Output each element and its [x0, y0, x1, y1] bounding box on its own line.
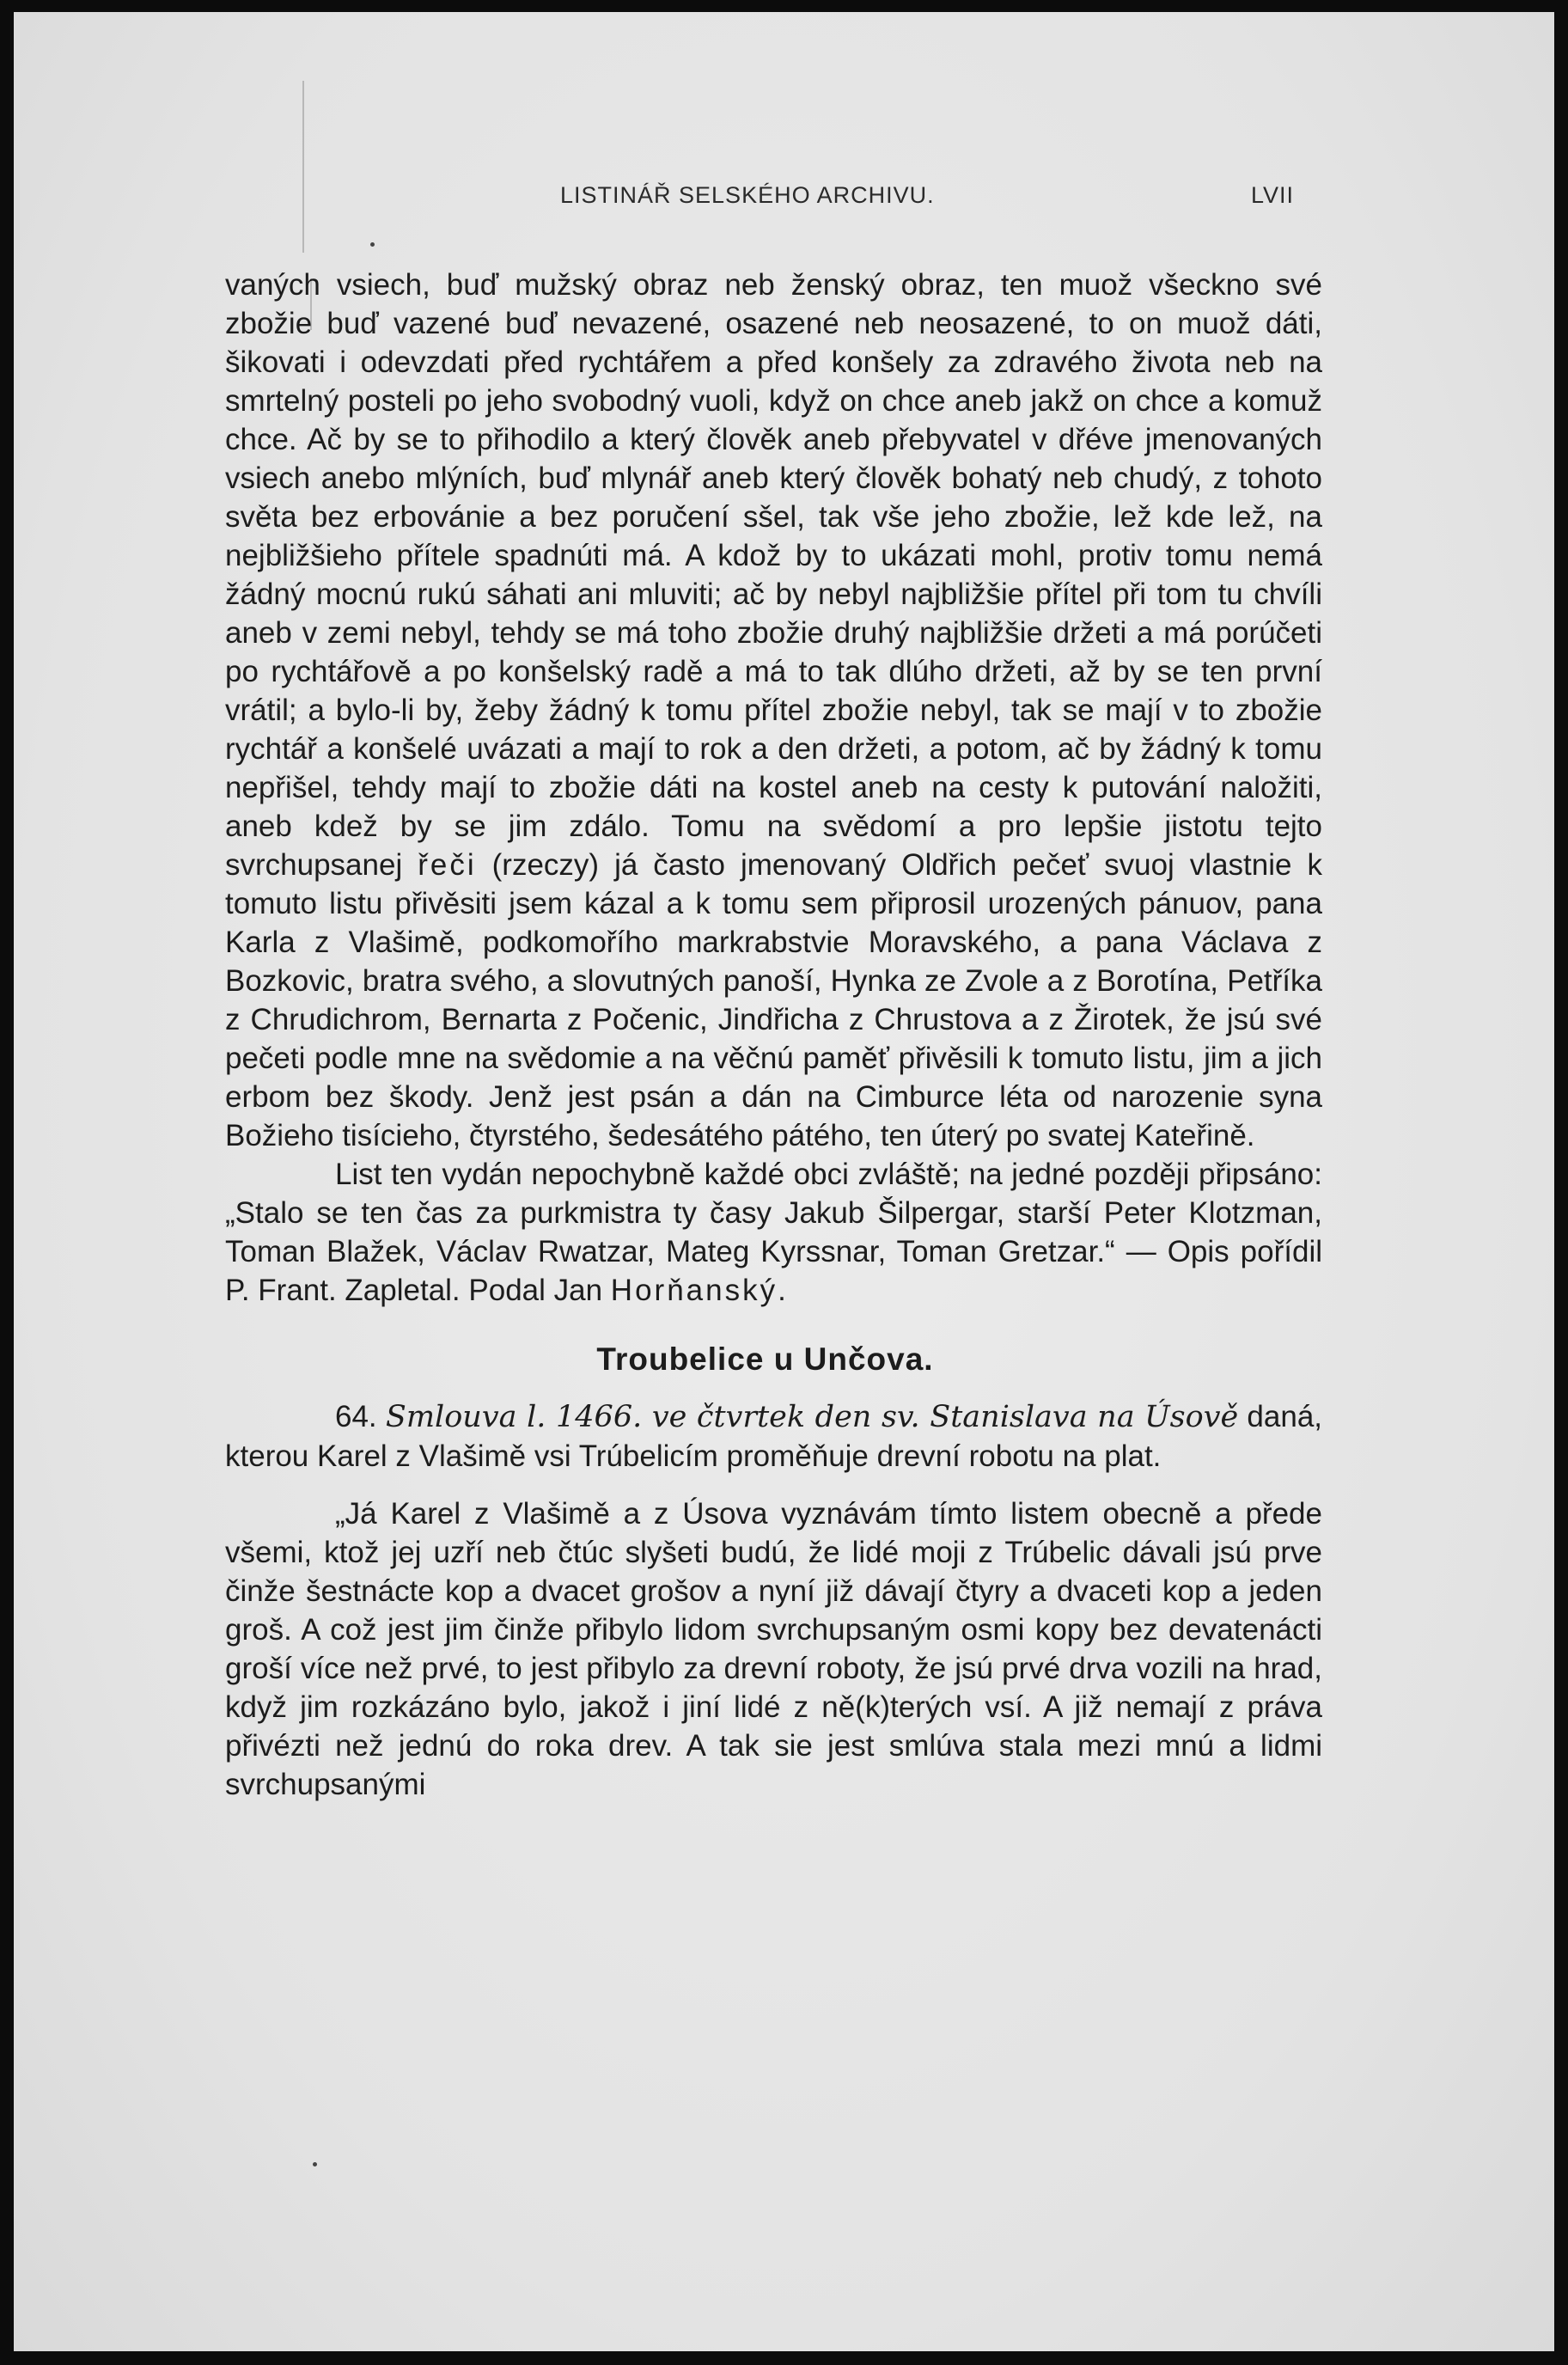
fold-mark: [302, 81, 304, 253]
paragraph-charter-continuation: [225, 266, 1322, 1155]
paragraph-text: vaných vsiech, buď mužský obraz neb ženský obraz, ten muož všeckno své zbožie buď vazené buď nevazené, osazené neb neosazené, to on muož dáti, šikovati i odevzdati před rychtářem a před konšely za zdravého života neb na smrtelný posteli po jeho svobodný vuoli, když on chce aneb jakž on chce a komuž chce. Ač by se to přihodilo a který člověk aneb přebyvatel v dřéve jmenovaných vsiech anebo mlýních, buď mlynář aneb který člověk bohatý neb chudý, z tohoto světa bez erbovánie a bez poručení sšel, tak vše jeho zbožie, lež kde lež, na nejbližšieho přítele spadnúti má. A kdož by to ukázati mohl, protiv tomu nemá žádný mocnú rukú sáhati ani mluviti; ač by nebyl najbližšie přítel při tom tu chvíli aneb v zemi nebyl, tehdy se má toho zbožie druhý najbližšie držeti a má porúčeti po rychtářově a po konšelský radě a má to tak dlúho držeti, až by se ten první vrátil; a bylo-li by, žeby žádný k tomu přítel zbožie nebyl, tak se mají v to zbožie rychtář a konšelé uvázati a mají to rok a den držeti, a potom, ač by žádný k tomu nepřišel, tehdy mají to zbožie dáti na kostel aneb na cesty k putování naložiti, aneb kdež by se jim zdálo. Tomu na svědomí a pro lepšie jistotu tejto svrchupsanej: [225, 268, 1322, 882]
spaced-word: řeči: [418, 848, 477, 882]
regest-gothic-text: Smlouva l. 1466. ve čtvrtek den sv. Stanislava na Úsově: [385, 1400, 1239, 1434]
running-title: LISTINÁŘ SELSKÉHO ARCHIVU.: [560, 182, 935, 208]
ink-speck: [313, 2162, 317, 2166]
ink-speck: [370, 242, 375, 247]
regest-text: daná, kterou Karel z Vlašimě vsi Trúbelicím proměňuje drevní robotu na plat.: [225, 1400, 1323, 1473]
paragraph-text: List ten vydán nepochybně každé obci zvláště; na jedné později připsáno: „Stalo se ten čas za purkmistra ty časy Jakub Šilpergar, starší Peter Klotzman, Toman Blažek, Václav Rwatzar, Mateg Kyrssnar, Toman Gretzar.“ — Opis pořídil P. Frant. Zapletal. Podal Jan: [225, 1158, 1322, 1307]
book-page: [14, 12, 1554, 2351]
charter-text: „Já Karel z Vlašimě a z Úsova vyznávám tímto listem obecně a přede všemi, ktož jej uzří neb čtúc slyšeti budú, že lidé moji z Trúbelic dávali jsú prve činže šestnácte kop a dvacet grošov a nyní již dávají čtyry a dvaceti kop a jeden groš. A což jest jim činže přibylo lidom svrchupsaným osmi kopy bez devatenácti groší více než prvé, to jest přibylo za drevní roboty, že jsú prvé drva vozili na hrad, když jim rozkázáno bylo, jakož i jiní lidé z ně(k)terých vsí. A již nemají z práva přivézti než jednú do roka drev. A tak sie jest smlúva stala mezi mnú a lidmi svrchupsanými: [225, 1497, 1322, 1801]
paragraph-end: .: [778, 1274, 786, 1307]
running-header: [14, 182, 1554, 217]
main-text: [225, 266, 1322, 1804]
paragraph-text: (rzeczy) já často jmenovaný Oldřich pečeť svuoj vlastnie k tomuto listu přivěsiti jsem kázal a k tomu sem připrosil urozených pánuov, pana Karla z Vlašimě, podkomořího markrabstvie Moravského, a pana Václava z Bozkovic, bratra svého, a slovutných panoší, Hynka ze Zvole a z Borotína, Petříka z Chrudichrom, Bernarta z Počenic, Jindřicha z Chrustova a z Žirotek, že jsú své pečeti podle mne na svědomie a na věčnú paměť přivěsili k tomuto listu, jim a jich erbom bez škody. Jenž jest psán a dán na Cimburce léta od narozenie syna Božieho tisícieho, čtyrstého, šedesátého pátého, ten úterý po svatej Kateřině.: [225, 848, 1322, 1152]
regest-number: 64.: [335, 1400, 377, 1433]
paragraph-note: [225, 1155, 1322, 1310]
regest-paragraph: [225, 1397, 1322, 1476]
page-number: LVII: [1251, 182, 1295, 208]
section-heading: Troubelice u Unčova.: [596, 1341, 934, 1377]
spaced-name: Horňanský: [610, 1274, 778, 1307]
